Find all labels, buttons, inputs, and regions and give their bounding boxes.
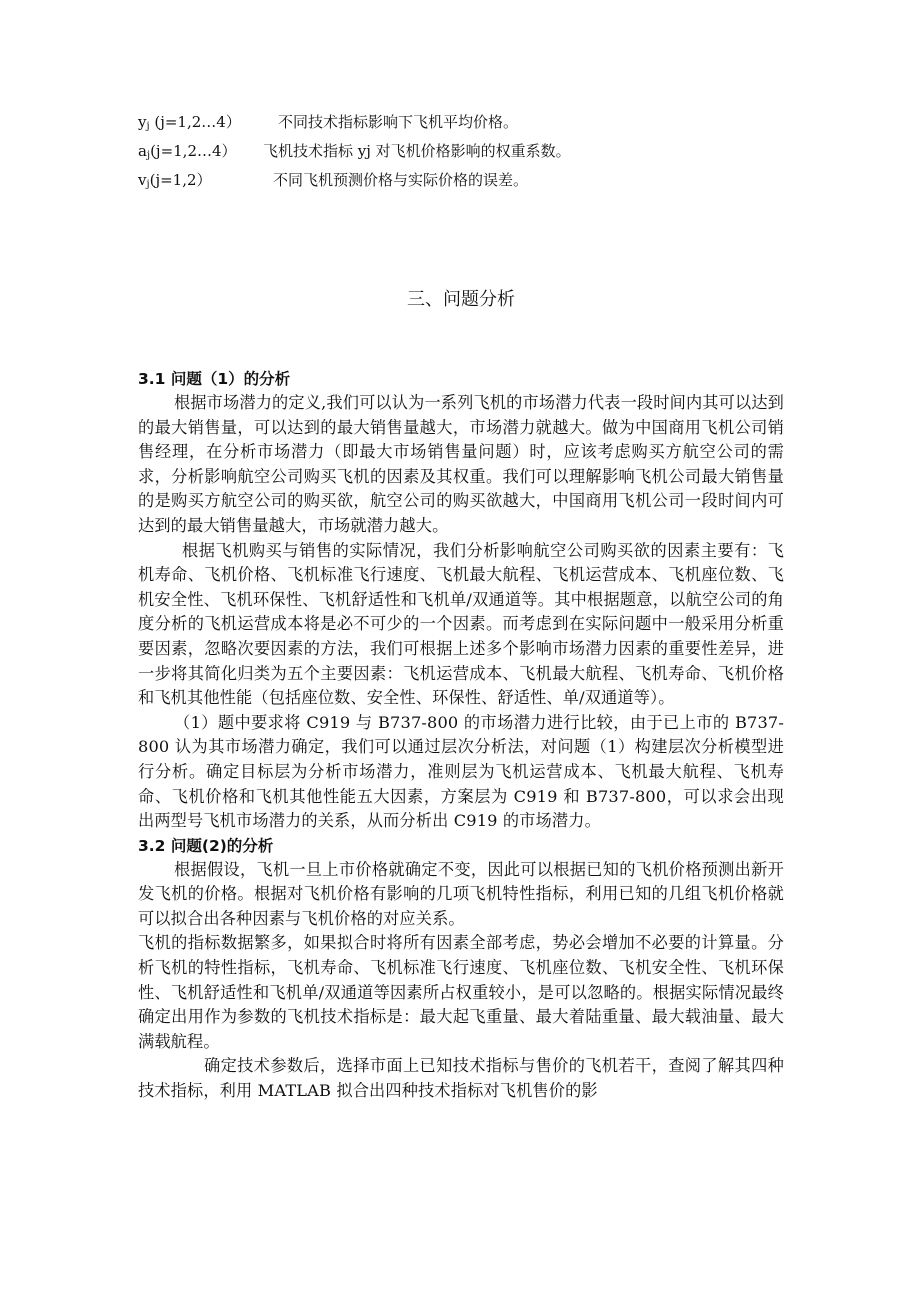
- paragraph: 根据飞机购买与销售的实际情况，我们分析影响航空公司购买欲的因素主要有：飞机寿命、飞机价格、飞机标准飞行速度、飞机最大航程、飞机运营成本、飞机座位数、飞机安全性、飞机环保性、飞机舒适性和飞机单/双通道等。其中根据题意，以航空公司的角度分析的飞机运营成本将是必不可少的一个因素。而考虑到在实际问题中一般采用分析重要因素，忽略次要因素的方法，我们可根据上述多个影响市场潜力因素的重要性差异，进一步将其简化归类为五个主要因素：飞机运营成本、飞机最大航程、飞机寿命、飞机价格和飞机其他性能（包括座位数、安全性、环保性、舒适性、单/双通道等）。: [138, 540, 784, 708]
- paragraph: 飞机的指标数据繁多，如果拟合时将所有因素全部考虑，势必会增加不必要的计算量。分析飞机的特性指标，飞机寿命、飞机标准飞行速度、飞机座位数、飞机安全性、飞机环保性、飞机舒适性和飞机单/双通道等因素所占权重较小，是可以忽略的。根据实际情况最终确定出用作为参数的飞机技术指标是：最大起飞重量、最大着陆重量、最大载油量、最大满载航程。: [138, 933, 784, 1051]
- subsection-heading-1: 3.1 问题（1）的分析: [138, 370, 291, 388]
- variable-description: 不同飞机预测价格与实际价格的误差。: [273, 171, 529, 189]
- variable-row: [138, 110, 784, 139]
- subsection-heading-2: 3.2 问题(2)的分析: [138, 836, 274, 855]
- paragraph: （1）题中要求将 C919 与 B737-800 的市场潜力进行比较，由于已上市的 B737-800 认为其市场潜力确定，我们可以通过层次分析法，对问题（1）构建层次分析模型进行分析。确定目标层为分析市场潜力，准则层为飞机运营成本、飞机最大航程、飞机寿命、飞机价格和飞机其他性能五大因素，方案层为 C919 和 B737-800，可以求会出现出两型号飞机市场潜力的关系，从而分析出 C919 的市场潜力。: [138, 712, 784, 831]
- section-title: 三、问题分析: [407, 289, 515, 310]
- variable-symbol: $y_j$ (j=1,2…4）: [138, 113, 241, 132]
- variable-symbol: $v_j(j=1,2)$: [138, 171, 212, 190]
- variable-definitions: [138, 110, 784, 197]
- paragraph: 确定技术参数后，选择市面上已知技术指标与售价的飞机若干，查阅了解其四种技术指标，利用 MATLAB 拟合出四种技术指标对飞机售价的影: [138, 1056, 784, 1101]
- document-page: [138, 110, 784, 1104]
- variable-description: 飞机技术指标 yj 对飞机价格影响的权重系数。: [263, 142, 571, 160]
- variable-symbol: $a_j(j=1,2\dots 4)$: [138, 142, 237, 161]
- variable-row: [138, 168, 784, 197]
- paragraph: 根据市场潜力的定义,我们可以认为一系列飞机的市场潜力代表一段时间内其可以达到的最大销售量，可以达到的最大销售量越大，市场潜力就越大。做为中国商用飞机公司销售经理，在分析市场潜力（即最大市场销售量问题）时，应该考虑购买方航空公司的需求，分析影响航空公司购买飞机的因素及其权重。我们可以理解影响飞机公司最大销售量的是购买方航空公司的购买欲，航空公司的购买欲越大，中国商用飞机公司一段时间内可达到的最大销售量越大，市场就潜力越大。: [138, 393, 784, 535]
- variable-description: 不同技术指标影响下飞机平均价格。: [278, 113, 519, 131]
- paragraph: 根据假设，飞机一旦上市价格就确定不变，因此可以根据已知的飞机价格预测出新开发飞机的价格。根据对飞机价格有影响的几项飞机特性指标，利用已知的几组飞机价格就可以拟合出各种因素与飞机价格的对应关系。: [138, 859, 784, 928]
- variable-row: [138, 139, 784, 168]
